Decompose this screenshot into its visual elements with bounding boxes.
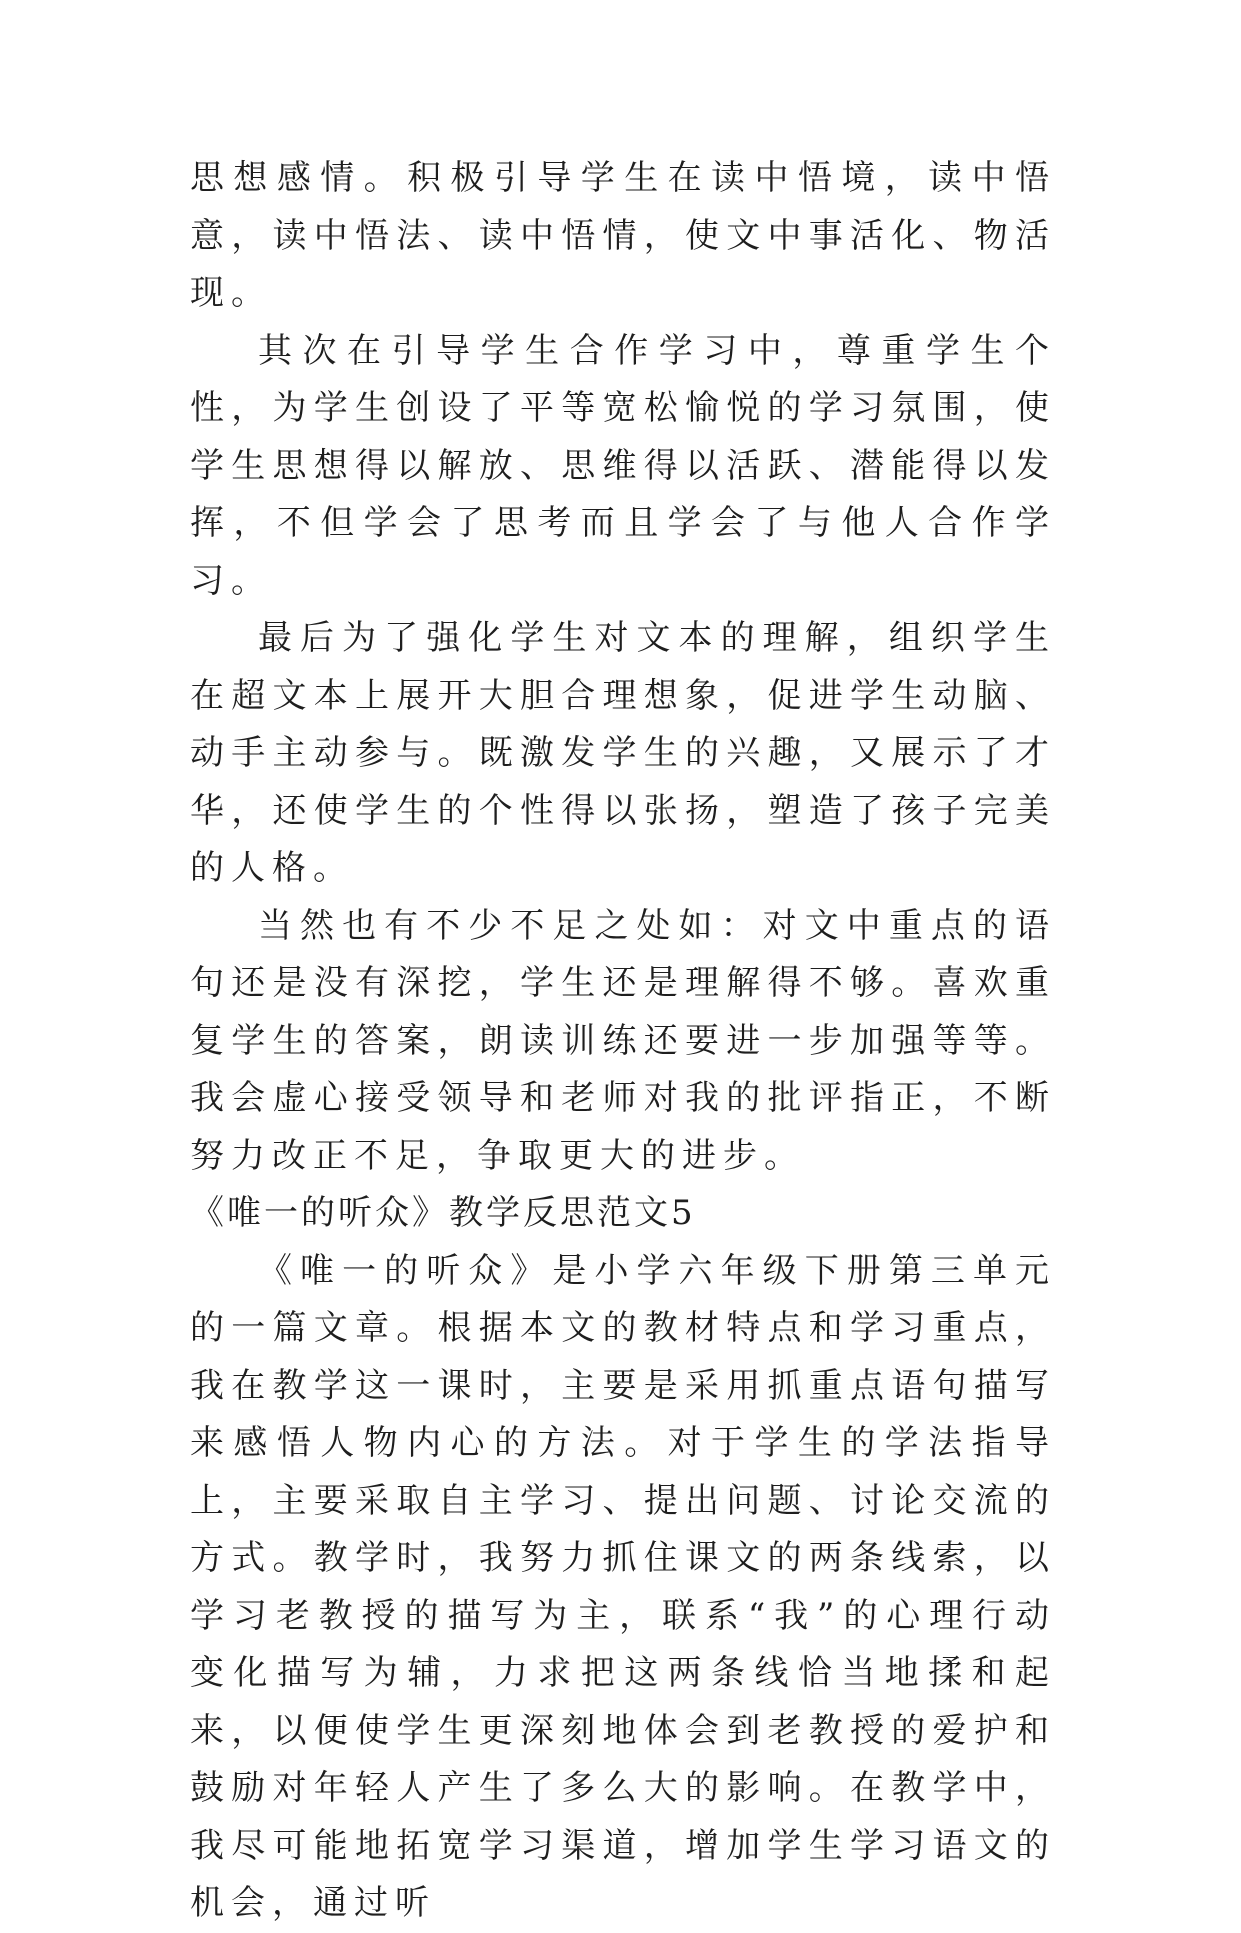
paragraph-1: 思想感情。积极引导学生在读中悟境，读中悟意，读中悟法、读中悟情，使文中事活化、物活现。 xyxy=(190,158,1056,313)
paragraph-3: 最后为了强化学生对文本的理解，组织学生在超文本上展开大胆合理想象，促进学生动脑、动手主动参与。既激发学生的兴趣，又展示了才华，还使学生的个性得以张扬，塑造了孩子完美的人格。 xyxy=(190,618,1056,888)
document-page xyxy=(190,150,1056,1933)
section-heading: 《唯一的听众》教学反思范文5 xyxy=(190,1193,696,1233)
paragraph-2: 其次在引导学生合作学习中，尊重学生个性，为学生创设了平等宽松愉悦的学习氛围，使学生思想得以解放、思维得以活跃、潜能得以发挥，不但学会了思考而且学会了与他人合作学习。 xyxy=(190,330,1056,601)
paragraph-5: 《唯一的听众》是小学六年级下册第三单元的一篇文章。根据本文的教材特点和学习重点，我在教学这一课时，主要是采用抓重点语句描写来感悟人物内心的方法。对于学生的学法指导上，主要采取自主学习、提出问题、讨论交流的方式。教学时，我努力抓住课文的两条线索，以学习老教授的描写为主，联系“我”的心理行动变化描写为辅，力求把这两条线恰当地揉和起来，以便使学生更深刻地体会到老教授的爱护和鼓励对年轻人产生了多么大的影响。在教学中，我尽可能地拓宽学习渠道，增加学生学习语文的机会，通过听 xyxy=(190,1250,1056,1923)
paragraph-4: 当然也有不少不足之处如：对文中重点的语句还是没有深挖，学生还是理解得不够。喜欢重复学生的答案，朗读训练还要进一步加强等等。我会虚心接受领导和老师对我的批评指正，不断努力改正不足，争取更大的进步。 xyxy=(190,905,1056,1176)
